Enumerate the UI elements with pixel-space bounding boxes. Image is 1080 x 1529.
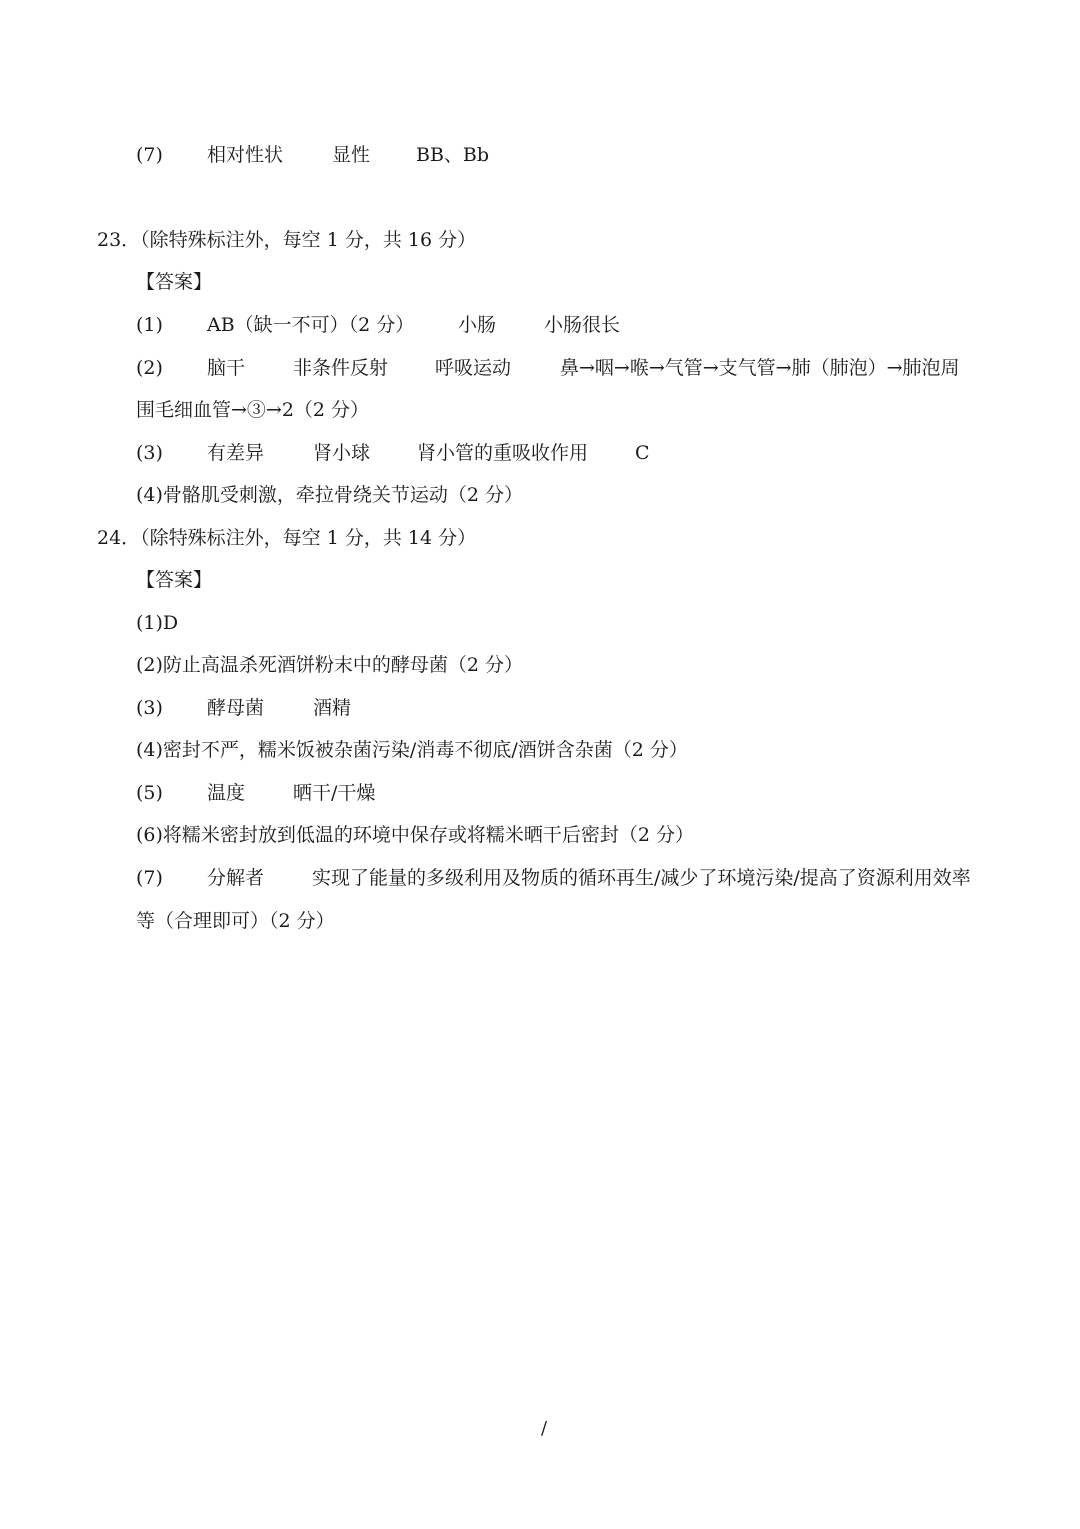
q23-p4-line: (4)骨骼肌受刺激，牵拉骨绕关节运动（2 分） — [136, 484, 524, 506]
item-number: (3) — [136, 442, 163, 464]
answer-blank: 呼吸运动 — [435, 357, 512, 379]
item-number: (2) — [136, 357, 163, 379]
q23-header: 23．（除特殊标注外，每空 1 分，共 16 分） — [97, 229, 477, 251]
answer-blank: BB、Bb — [416, 144, 490, 166]
q24-p4-line: (4)密封不严，糯米饭被杂菌污染/消毒不彻底/酒饼含杂菌（2 分） — [136, 739, 688, 761]
item-number: (1) — [136, 314, 163, 336]
answer-blank: 非条件反射 — [293, 357, 389, 379]
page-number: / — [541, 1418, 548, 1439]
answer-blank: 相对性状 — [207, 144, 284, 166]
q24-p6-line: (6)将糯米密封放到低温的环境中保存或将糯米晒干后密封（2 分） — [136, 824, 695, 846]
item-number: (7) — [136, 144, 163, 166]
q24-p2-line: (2)防止高温杀死酒饼粉末中的酵母菌（2 分） — [136, 654, 524, 676]
answer-blank: 脑干 — [207, 357, 246, 379]
q24-p7-continuation: 等（合理即可）（2 分） — [136, 910, 335, 932]
answer-blank: 分解者 — [207, 867, 265, 889]
q23-answer-label: 【答案】 — [136, 271, 213, 293]
answer-blank: 鼻→咽→喉→气管→支气管→肺（肺泡）→肺泡周 — [560, 357, 960, 379]
answer-blank: 有差异 — [207, 442, 265, 464]
q24-header: 24．（除特殊标注外，每空 1 分，共 14 分） — [97, 527, 477, 549]
item-number: (7) — [136, 867, 163, 889]
answer-blank: 温度 — [207, 782, 246, 804]
q24-answer-label: 【答案】 — [136, 569, 213, 591]
answer-blank: 显性 — [332, 144, 371, 166]
item-number: (3) — [136, 697, 163, 719]
answer-blank: 酒精 — [313, 697, 352, 719]
item-number: (5) — [136, 782, 163, 804]
answer-blank: 肾小球 — [313, 442, 371, 464]
answer-blank: 晒干/干燥 — [293, 782, 376, 804]
answer-blank: 小肠 — [458, 314, 497, 336]
answer-blank: 酵母菌 — [207, 697, 265, 719]
answer-blank: 小肠很长 — [544, 314, 621, 336]
answer-blank: 肾小管的重吸收作用 — [417, 442, 589, 464]
q23-p2-continuation: 围毛细血管→③→2（2 分） — [136, 399, 370, 421]
answer-blank: AB（缺一不可）（2 分） — [207, 314, 415, 336]
answer-blank: 实现了能量的多级利用及物质的循环再生/减少了环境污染/提高了资源利用效率 — [312, 867, 971, 889]
q24-p1-line: (1)D — [136, 612, 179, 634]
answer-blank: C — [635, 442, 650, 464]
